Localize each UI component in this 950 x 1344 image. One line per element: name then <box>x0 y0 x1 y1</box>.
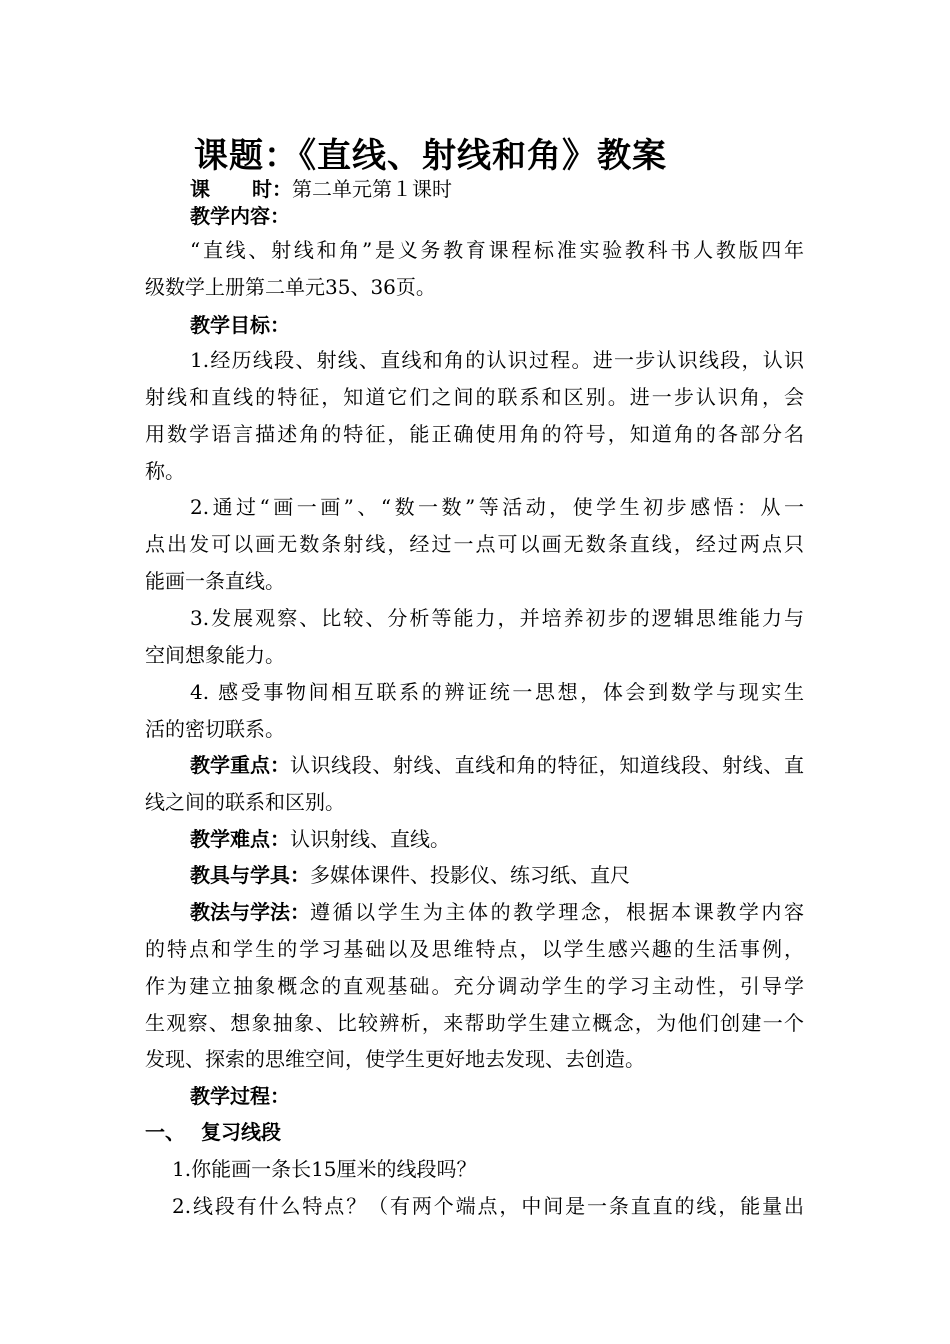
content-line-1: “直线、射线和角”是义务教育课程标准实验教科书人教版四年 <box>190 238 804 262</box>
method-line-3: 作为建立抽象概念的直观基础。充分调动学生的学习主动性，引导学 <box>145 974 804 998</box>
goal1-line-2: 射线和直线的特征，知道它们之间的联系和区别。进一步认识角，会 <box>145 385 804 409</box>
goals-label: 教学目标： <box>190 313 290 337</box>
period-label-a: 课 <box>190 177 210 201</box>
difficulty-label: 教学难点： <box>190 827 290 851</box>
goal4-line-1: 4. 感受事物间相互联系的辨证统一思想，体会到数学与现实生 <box>190 680 804 704</box>
period-row <box>190 176 452 202</box>
section-1-number: 一、 <box>145 1120 185 1144</box>
goal3-line-2: 空间想象能力。 <box>145 643 285 667</box>
goal1-line-3: 用数学语言描述角的特征，能正确使用角的符号，知道角的各部分名 <box>145 422 804 446</box>
goal4-line-2: 活的密切联系。 <box>145 717 285 741</box>
method-row <box>190 899 804 925</box>
key-line-1: 认识线段、射线、直线和角的特征，知道线段、射线、直 <box>290 753 804 777</box>
process-label: 教学过程： <box>190 1084 290 1108</box>
lesson-title: 课题：《直线、射线和角》教案 <box>194 136 667 176</box>
difficulty-row <box>190 826 450 852</box>
section-1-title: 复习线段 <box>201 1120 281 1144</box>
period-label-b: 时： <box>252 177 292 201</box>
period-value: 第二单元第１课时 <box>292 177 452 201</box>
key-label: 教学重点： <box>190 753 290 777</box>
method-line-2: 的特点和学生的学习基础以及思维特点，以学生感兴趣的生活事例， <box>145 937 804 961</box>
tools-label: 教具与学具： <box>190 863 310 887</box>
method-line-5: 发现、探索的思维空间，使学生更好地去发现、去创造。 <box>145 1047 645 1071</box>
goal2-line-3: 能画一条直线。 <box>145 569 285 593</box>
key-line-2: 线之间的联系和区别。 <box>145 790 345 814</box>
goal2-line-1: 2.通过“画一画”、“数一数”等活动，使学生初步感悟：从一 <box>190 495 804 519</box>
question-1: 1.你能画一条长15厘米的线段吗？ <box>172 1157 477 1181</box>
goal1-line-4: 称。 <box>145 459 185 483</box>
key-row <box>190 752 804 778</box>
question-2: 2.线段有什么特点？（有两个端点，中间是一条直直的线，能量出 <box>172 1194 804 1218</box>
tools-text: 多媒体课件、投影仪、练习纸、直尺 <box>310 863 630 887</box>
goal2-line-2: 点出发可以画无数条射线，经过一点可以画无数条直线，经过两点只 <box>145 532 804 556</box>
method-line-1: 遵循以学生为主体的教学理念，根据本课教学内容 <box>310 900 804 924</box>
goal3-line-1: 3.发展观察、比较、分析等能力，并培养初步的逻辑思维能力与 <box>190 606 804 630</box>
content-line-2: 级数学上册第二单元35、36页。 <box>145 275 436 299</box>
goal1-line-1: 1.经历线段、射线、直线和角的认识过程。进一步认识线段，认识 <box>190 348 804 372</box>
method-label: 教法与学法： <box>190 900 310 924</box>
method-line-4: 生观察、想象抽象、比较辨析，来帮助学生建立概念，为他们创建一个 <box>145 1011 804 1035</box>
content-label: 教学内容： <box>190 204 290 228</box>
section-1-heading <box>145 1119 281 1145</box>
tools-row <box>190 862 630 888</box>
difficulty-text: 认识射线、直线。 <box>290 827 450 851</box>
